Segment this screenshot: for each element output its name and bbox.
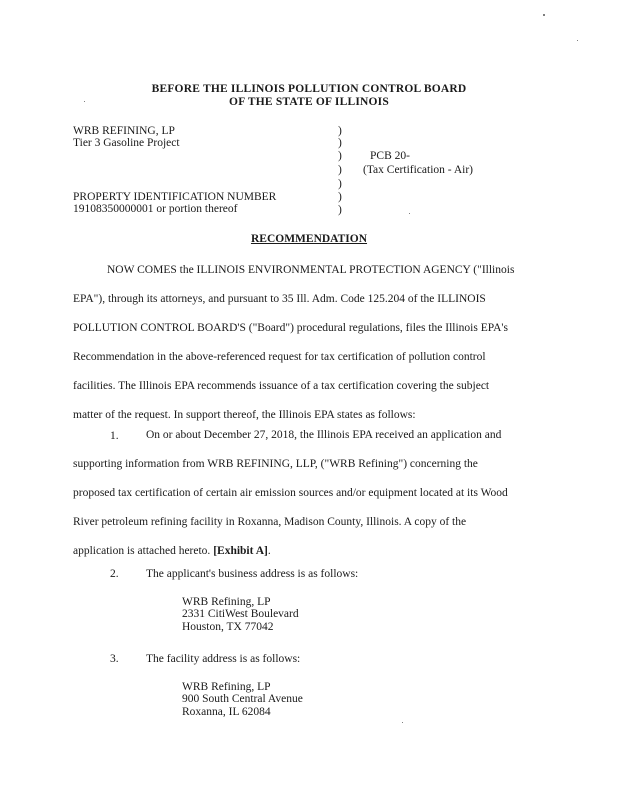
caption-pin-label: PROPERTY IDENTIFICATION NUMBER	[73, 191, 277, 203]
caption-paren: )	[338, 125, 342, 137]
paragraph-line: NOW COMES the ILLINOIS ENVIRONMENTAL PROTECTION AGENCY ("Illinois	[107, 264, 515, 276]
paragraph-line: facilities. The Illinois EPA recommends issuance of a tax certification covering the subject	[73, 380, 490, 392]
paragraph-line: POLLUTION CONTROL BOARD'S ("Board") procedural regulations, files the Illinois EPA's	[73, 322, 508, 334]
heading-line-2: OF THE STATE OF ILLINOIS	[229, 96, 389, 108]
heading-line-1: BEFORE THE ILLINOIS POLLUTION CONTROL BOARD	[151, 83, 467, 95]
intro-paragraph	[73, 256, 553, 430]
case-number: PCB 20-	[370, 150, 410, 162]
scan-speck	[577, 40, 578, 41]
sentence-end: .	[267, 545, 271, 557]
item-1-paragraph	[73, 421, 553, 566]
exhibit-reference: [Exhibit A]	[213, 545, 268, 557]
caption-paren: )	[338, 164, 342, 176]
caption-paren: )	[338, 150, 342, 162]
caption-party-name: WRB REFINING, LP	[73, 125, 175, 137]
caption-paren: )	[338, 204, 342, 216]
facility-address-line: 900 South Central Avenue	[182, 693, 303, 705]
case-type: (Tax Certification - Air)	[363, 164, 474, 176]
paragraph-line: matter of the request. In support thereof, the Illinois EPA states as follows:	[73, 409, 416, 421]
caption-project: Tier 3 Gasoline Project	[73, 137, 180, 149]
caption-paren: )	[338, 178, 342, 190]
facility-address-line: Roxanna, IL 62084	[182, 706, 271, 718]
item-number: 2.	[110, 568, 119, 580]
item-number: 1.	[110, 430, 119, 442]
paragraph-line: Recommendation in the above-referenced request for tax certification of pollution control	[73, 351, 486, 363]
scan-speck	[543, 14, 545, 16]
business-address-line: Houston, TX 77042	[182, 621, 274, 633]
facility-address-line: WRB Refining, LP	[182, 681, 271, 693]
business-address-line: 2331 CitiWest Boulevard	[182, 608, 299, 620]
caption-paren: )	[338, 137, 342, 149]
business-address-line: WRB Refining, LP	[182, 596, 271, 608]
paragraph-line: EPA"), through its attorneys, and pursuant to 35 Ill. Adm. Code 125.204 of the ILLINOIS	[73, 293, 486, 305]
item-number: 3.	[110, 653, 119, 665]
item-2-text: The applicant's business address is as follows:	[146, 568, 359, 580]
paragraph-line	[73, 537, 553, 566]
exhibit-reference-text: application is attached hereto.	[73, 545, 214, 557]
caption-pin-number: 19108350000001 or portion thereof	[73, 203, 238, 215]
paragraph-line: proposed tax certification of certain air emission sources and/or equipment located at its Wood	[73, 487, 508, 499]
paragraph-line: River petroleum refining facility in Roxanna, Madison County, Illinois. A copy of the	[73, 516, 467, 528]
scan-speck	[402, 722, 403, 723]
document-title: RECOMMENDATION	[250, 233, 368, 245]
paragraph-line: On or about December 27, 2018, the Illinois EPA received an application and	[146, 429, 502, 441]
scan-speck	[409, 213, 410, 214]
item-3-text: The facility address is as follows:	[146, 653, 301, 665]
paragraph-line: supporting information from WRB REFINING, LLP, ("WRB Refining") concerning the	[73, 458, 478, 470]
caption-paren: )	[338, 191, 342, 203]
